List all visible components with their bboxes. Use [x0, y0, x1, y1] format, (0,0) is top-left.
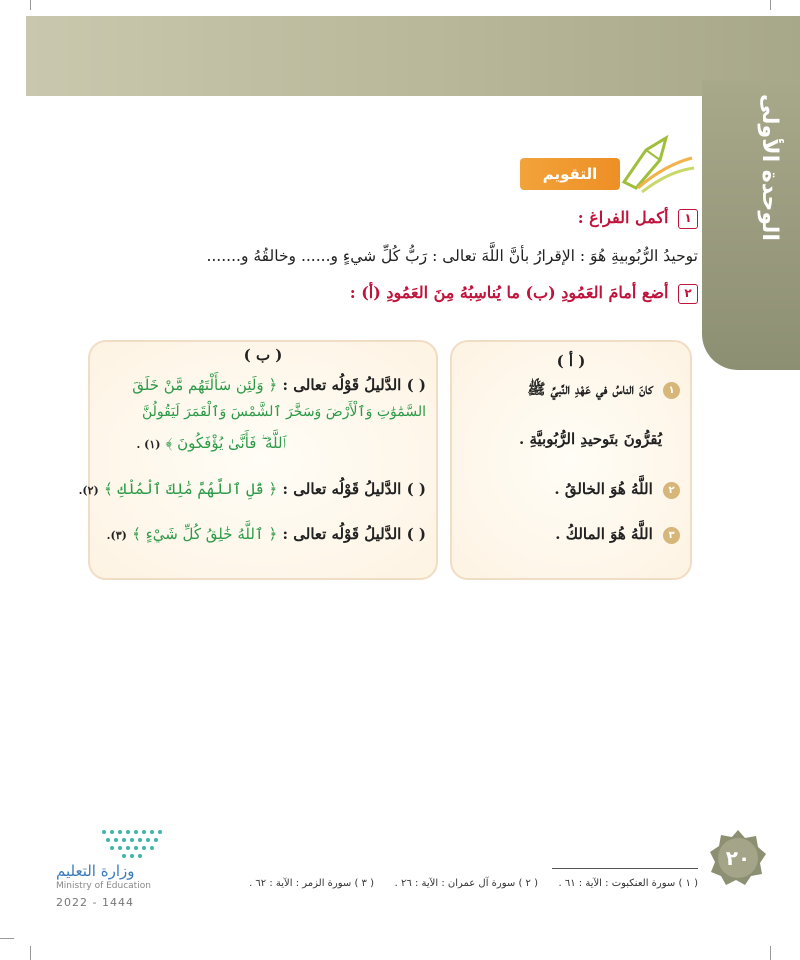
column-a-item-continued: يُقرُّونَ بتَوحيدِ الرُّبُوبيَّةِ .: [519, 430, 662, 448]
ministry-logo-icon: [100, 828, 164, 862]
ministry-name-arabic: وزارة التعليم: [56, 862, 135, 880]
answer-row: [79, 480, 426, 498]
column-a-box: [450, 340, 692, 580]
unit-title: الوحدة الأولى: [757, 93, 782, 241]
footnote-divider: [552, 868, 698, 869]
verse-text: ﴿ ٱللَّهُ خَٰلِقُ كُلِّ شَيْءٍ ﴾: [132, 525, 278, 543]
ministry-name-english: Ministry of Education: [56, 881, 151, 891]
question-1-title: [578, 208, 698, 229]
verse-line: [136, 434, 286, 452]
column-a-item: [527, 380, 680, 402]
edition-year: 2022 - 1444: [56, 896, 134, 909]
verse-text: ٱللَّهُ ۖ فَأَنَّىٰ يُؤْفَكُونَ ﴾: [165, 434, 286, 452]
verse-text: ﴿ قُلِ ٱللَّهُمَّ مَٰلِكَ ٱلْمُلْكِ ﴾: [103, 480, 278, 498]
crop-mark: [770, 0, 771, 10]
page-number: ٢٠: [725, 846, 751, 870]
answer-row: [107, 525, 426, 543]
verse-text: ﴿ وَلَئِن سَأَلْتَهُم مَّنْ خَلَقَ: [132, 376, 278, 394]
answer-row: [132, 376, 426, 394]
item-number-badge: ٢: [663, 482, 680, 499]
answer-blank[interactable]: ( ): [406, 376, 426, 394]
evidence-prefix: الدَّليلُ قَوْلُه تعالى :: [282, 376, 402, 394]
column-b-header: ( ب ): [243, 346, 283, 364]
question-2-title: [350, 283, 698, 304]
question-number-badge: ١: [678, 209, 698, 229]
question-title: أكمل الفراغ :: [577, 208, 669, 227]
crop-mark: [0, 938, 14, 939]
column-a-item: [554, 480, 680, 499]
section-label: التقويم: [520, 158, 620, 190]
footnote-ref: (٢).: [78, 484, 99, 497]
question-title: أضع أمامَ العَمُودِ (ب) ما يُناسِبُهُ مِنَ العَمُودِ (أ) :: [349, 283, 669, 302]
crop-mark: [30, 946, 31, 960]
question-number-badge: ٢: [678, 284, 698, 304]
column-b-box: [78, 340, 438, 580]
item-text: اللَّهُ هُوَ الخالقُ .: [554, 480, 653, 498]
evidence-prefix: الدَّليلُ قَوْلُه تعالى :: [282, 480, 402, 498]
question-1-text: توحيدُ الرُّبُوبيةِ هُوَ : الإقرارُ بأنَّ اللَّهَ تعالى : رَبُّ كُلِّ شيءٍ و...... وخالقُهُ و.......: [206, 247, 698, 265]
footnote: ( ٢ ) سورة آل عمران : الآية : ٢٦ .: [394, 878, 538, 889]
item-number-badge: ١: [663, 382, 680, 399]
footnote-ref: (٣).: [106, 529, 127, 542]
header-band: [26, 16, 800, 96]
column-a-item: [555, 525, 680, 544]
footnote-ref: (١) .: [136, 438, 161, 451]
footnote: ( ١ ) سورة العنكبوت : الآية : ٦١ .: [558, 878, 698, 889]
crop-mark: [770, 946, 771, 960]
verse-text: السَّمَٰوَٰتِ وَٱلْأَرْضَ وَسَخَّرَ ٱلشَّمْسَ وَٱلْقَمَرَ لَيَقُولُنَّ: [141, 404, 426, 420]
item-number-badge: ٣: [663, 527, 680, 544]
pen-nib-icon: [616, 132, 696, 196]
answer-blank[interactable]: ( ): [406, 480, 426, 498]
crop-mark: [30, 0, 31, 10]
answer-blank[interactable]: ( ): [406, 525, 426, 543]
evidence-prefix: الدَّليلُ قَوْلُه تعالى :: [282, 525, 402, 543]
item-text: كانَ الناسُ في عَهْدِ النَّبيِّ ﷺ: [527, 380, 653, 398]
column-a-header: ( أ ): [556, 352, 586, 370]
footnote: ( ٣ ) سورة الزمر : الآية : ٦٢ .: [249, 878, 374, 889]
item-text: اللَّهُ هُوَ المالكُ .: [555, 525, 653, 543]
